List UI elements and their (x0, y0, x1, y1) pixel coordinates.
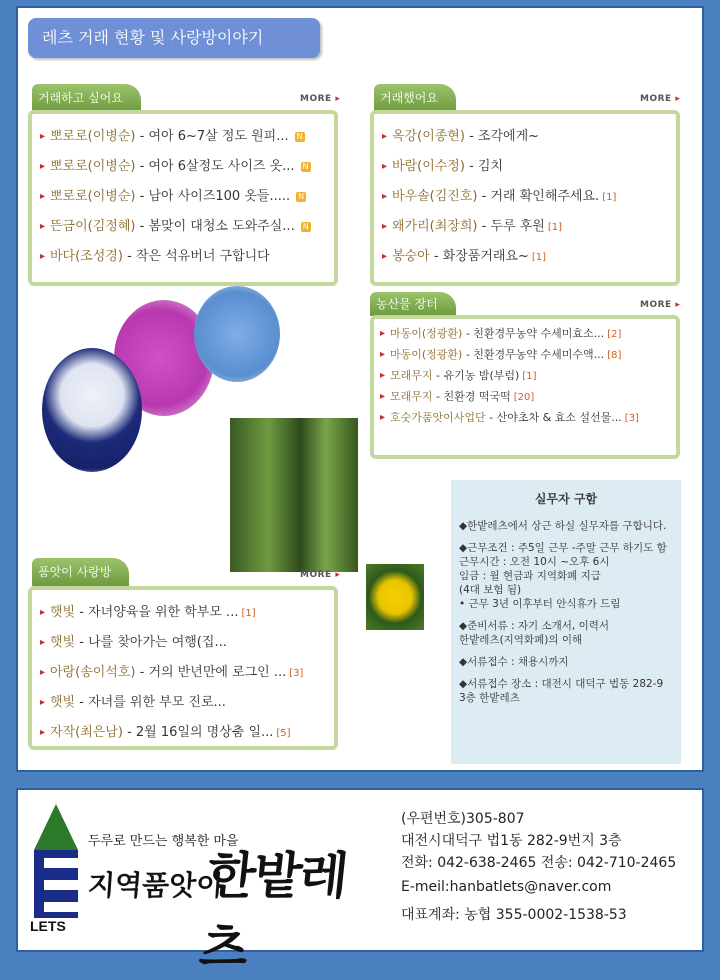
author-name[interactable]: 옥강(이종현) (392, 129, 465, 144)
sarang-list (40, 598, 326, 748)
footer-panel (16, 788, 704, 977)
comment-count: [1] (531, 252, 547, 263)
farm-list-item[interactable] (380, 344, 670, 365)
post-title[interactable]: - 남아 사이즈100 옷들..... (135, 189, 291, 204)
comment-count: [2] (607, 329, 622, 340)
comment-count: [1] (522, 371, 537, 382)
post-title[interactable]: - 친환경 떡국떡 (432, 390, 511, 403)
post-title[interactable]: - 산야초차 & 효소 설선물... (485, 411, 622, 424)
author-name[interactable]: 바다(조성경) (50, 249, 123, 264)
comment-count: [8] (607, 350, 622, 361)
new-badge-icon: N (301, 222, 311, 232)
farm-list-item[interactable] (380, 407, 670, 426)
org-sub-title: 지역품앗이 (86, 869, 225, 902)
recruit-line: ◆서류접수 장소 : 대전시 대덕구 법동 282-9 3층 한밭레츠 (459, 678, 664, 704)
farm-list-item[interactable] (380, 386, 670, 407)
photo-luffa-plant (230, 418, 358, 572)
author-name[interactable]: 뽀로로(이병순) (50, 189, 136, 204)
page-title: 레츠 거래 현황 및 사랑방이야기 (28, 18, 320, 58)
tab-want[interactable]: 거래하고 싶어요 (32, 84, 141, 112)
done-list-item[interactable] (382, 212, 668, 242)
photo-blue-dress (194, 286, 280, 382)
slogan: 두루로 만드는 행복한 마을 (88, 834, 239, 849)
want-list-item[interactable] (40, 242, 326, 272)
recruit-line: ◆준비서류 : 자기 소개서, 이력서 한밭레츠(지역화폐)의 이해 (459, 620, 610, 646)
post-title[interactable]: - 작은 석유버너 구합니다 (122, 249, 270, 264)
recruit-line: ◆근무조건 : 주5일 근무 -주말 근무 하기도 함 근무시간 : 오전 10시 ~오후 6시 임금 : 월 현금과 지역화폐 지급 (4대 보험 됨) • 근무 3년 이후부터 안식휴가 드림 (459, 542, 667, 610)
author-name[interactable]: 마동이(정광환) (390, 348, 463, 361)
sarang-list-item[interactable] (40, 598, 326, 628)
author-name[interactable]: 햇빛 (50, 635, 76, 650)
done-list-item[interactable] (382, 152, 668, 182)
want-box (28, 110, 338, 286)
post-title[interactable]: - 거래 확인해주세요. (477, 189, 600, 204)
new-badge-icon: N (301, 162, 311, 172)
photo-yellow-flower (366, 564, 424, 630)
post-title[interactable]: - 여아 6~7살 정도 원피... (135, 129, 289, 144)
tab-farm[interactable]: 농산물 장터 (370, 292, 456, 316)
recruit-title: 실무자 구함 (534, 492, 598, 506)
logo-lets-text: LETS (30, 918, 66, 934)
author-name[interactable]: 모래무지 (390, 369, 433, 382)
done-list (382, 122, 668, 272)
recruit-notice (451, 480, 681, 764)
logo-area (28, 798, 388, 977)
phone-fax: 전화: 042-638-2465 전송: 042-710-2465 (401, 855, 677, 871)
done-list-item[interactable] (382, 122, 668, 152)
post-title[interactable]: - 2월 16일의 명상춤 일... (122, 725, 274, 740)
farm-list-item[interactable] (380, 365, 670, 386)
done-list-item[interactable] (382, 182, 668, 212)
post-title[interactable]: - 여아 6살정도 사이즈 옷... (135, 159, 295, 174)
farm-box (370, 315, 680, 459)
author-name[interactable]: 호숫가품앗이사업단 (390, 411, 486, 424)
post-title[interactable]: - 유기농 밤(부럼) (432, 369, 520, 382)
recruit-line: ◆서류접수 : 채용시까지 (459, 656, 569, 668)
post-title[interactable]: - 나를 찾아가는 여행(집... (75, 635, 227, 650)
more-want-link[interactable]: MORE ▸ (300, 94, 340, 104)
sarang-list-item[interactable] (40, 628, 326, 658)
want-list-item[interactable] (40, 212, 326, 242)
comment-count: [1] (602, 192, 617, 203)
done-box (370, 110, 680, 286)
postal-code: (우편번호)305-807 (401, 811, 525, 827)
author-name[interactable]: 햇빛 (50, 695, 76, 710)
author-name[interactable]: 왜가리(최장희) (392, 219, 478, 234)
sarang-box (28, 586, 338, 750)
post-title[interactable]: - 친환경무농약 수세미수액... (462, 348, 605, 361)
want-list-item[interactable] (40, 152, 326, 182)
author-name[interactable]: 아랑(송이석호) (50, 665, 136, 680)
recruit-line: ◆한밭레츠에서 상근 하실 실무자를 구합니다. (459, 520, 667, 532)
post-title[interactable]: - 거의 반년만에 로그인 ... (135, 665, 287, 680)
comment-count: [1] (241, 608, 256, 619)
author-name[interactable]: 바우솔(김진호) (392, 189, 478, 204)
post-title[interactable]: - 두루 후원 (477, 219, 545, 234)
sarang-list-item[interactable] (40, 718, 326, 748)
done-list-item[interactable] (382, 242, 668, 272)
want-list (40, 122, 326, 272)
org-name: 한밭레츠 (196, 846, 350, 977)
author-name[interactable]: 봉숭아 (392, 249, 430, 264)
farm-list (380, 323, 670, 426)
address: 대전시대덕구 법1동 282-9번지 3층 (401, 833, 622, 849)
comment-count: [1] (547, 222, 562, 233)
new-badge-icon: N (295, 132, 305, 142)
post-title[interactable]: - 자녀를 위한 부모 진로... (75, 695, 226, 710)
more-farm-link[interactable]: MORE ▸ (640, 300, 680, 310)
bank-account: 대표계좌: 농협 355-0002-1538-53 (401, 907, 627, 923)
main-panel (16, 6, 704, 772)
author-name[interactable]: 뽀로로(이병순) (50, 159, 136, 174)
photo-kids-outfit (42, 348, 142, 472)
comment-count: [3] (289, 668, 304, 679)
post-title[interactable]: - 조각에게~ (464, 129, 540, 144)
more-done-link[interactable]: MORE ▸ (640, 94, 680, 104)
sarang-list-item[interactable] (40, 688, 326, 718)
post-title[interactable]: - 김치 (464, 159, 504, 174)
author-name[interactable]: 마동이(정광환) (390, 327, 463, 340)
author-name[interactable]: 뜬금이(김정혜) (50, 219, 136, 234)
author-name[interactable]: 모래무지 (390, 390, 433, 403)
more-sarang-link[interactable]: MORE ▸ (300, 570, 340, 580)
tab-done[interactable]: 거래했어요 (374, 84, 456, 112)
post-title[interactable]: - 친환경무농약 수세미효소... (462, 327, 605, 340)
farm-list-item[interactable] (380, 323, 670, 344)
contact-info (401, 808, 701, 926)
author-name[interactable]: 바람(이수정) (392, 159, 465, 174)
comment-count: [5] (276, 728, 291, 739)
post-title[interactable]: - 봄맞이 대청소 도와주실... (135, 219, 295, 234)
author-name[interactable]: 뽀로로(이병순) (50, 129, 136, 144)
author-name[interactable]: 자작(최은남) (50, 725, 123, 740)
tab-sarang[interactable]: 품앗이 사랑방 (32, 558, 129, 586)
comment-count: [20] (513, 392, 535, 403)
want-list-item[interactable] (40, 182, 326, 212)
want-list-item[interactable] (40, 122, 326, 152)
email: E-meil:hanbatlets@naver.com (401, 879, 612, 895)
comment-count: [3] (624, 413, 639, 424)
post-title[interactable]: - 자녀양육을 위한 학부모 ... (75, 605, 239, 620)
post-title[interactable]: - 화장품거래요~ (429, 249, 529, 264)
new-badge-icon: N (296, 192, 306, 202)
sarang-list-item[interactable] (40, 658, 326, 688)
author-name[interactable]: 햇빛 (50, 605, 76, 620)
